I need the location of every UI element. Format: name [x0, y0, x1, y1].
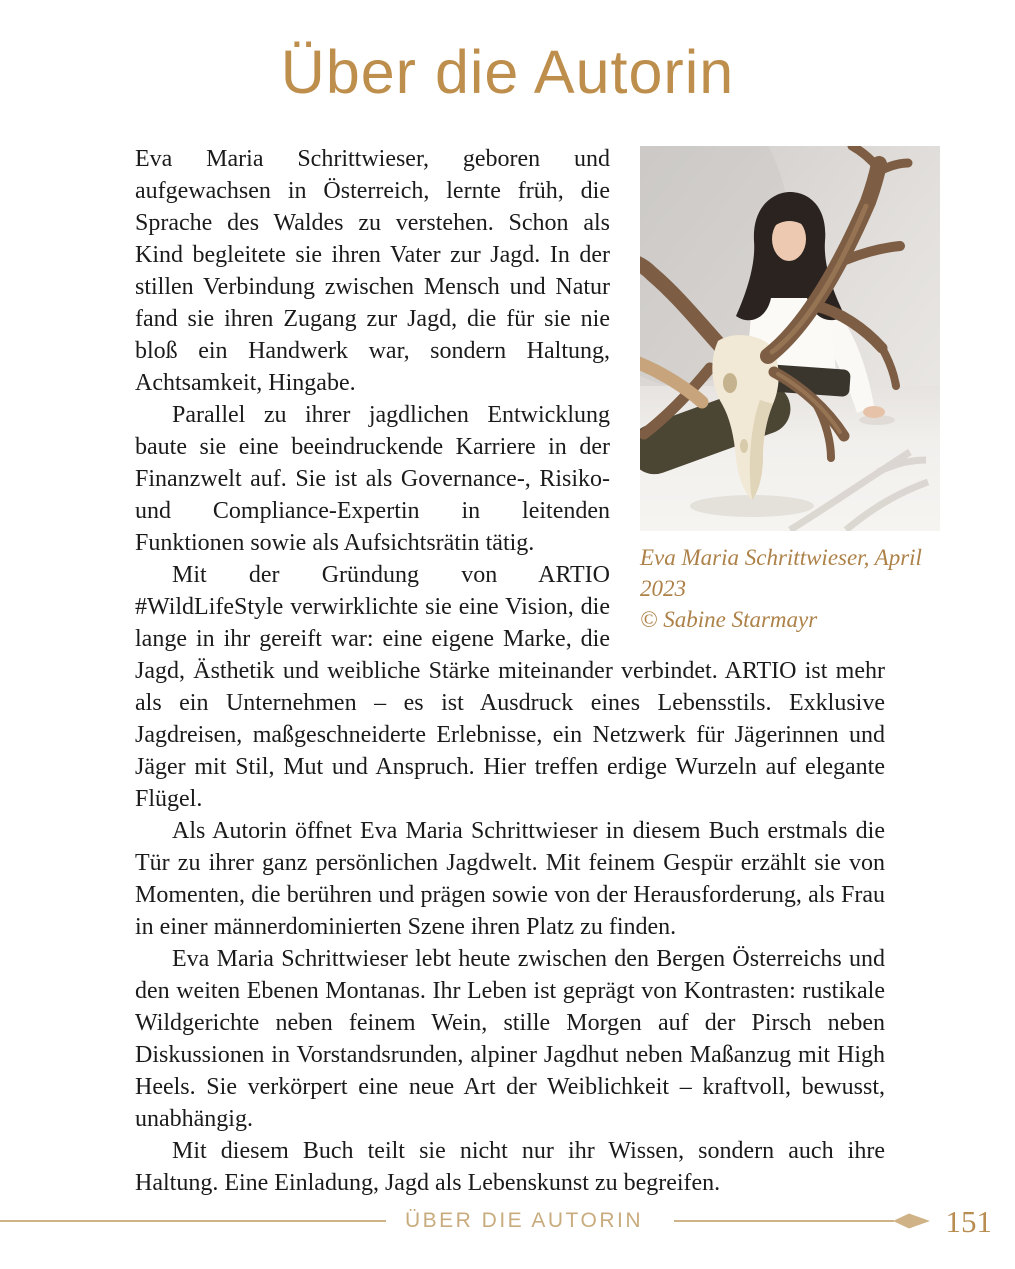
body-paragraph: Als Autorin öffnet Eva Maria Schrittwieser in diesem Buch erstmals die Tür zu ihrer ganz persönlichen Jagdwelt. Mit feinem Gespür erzählt sie von Momenten, die berühren und prägen sowie von der Herausforderung, als Frau in einer männerdominierten Szene ihren Platz zu finden.: [135, 818, 885, 941]
photo-caption-line1: Eva Maria Schrittwieser, April 2023: [640, 545, 922, 602]
diamond-arrow-icon: [893, 1212, 931, 1230]
author-photo-figure: [640, 146, 940, 635]
page-number: 151: [945, 1203, 992, 1239]
footer-rule-right: [674, 1220, 894, 1222]
body-paragraph: Mit diesem Buch teilt sie nicht nur ihr Wissen, sondern auch ihre Haltung. Eine Einladung, Jagd als Lebenskunst zu begreifen.: [135, 1138, 885, 1197]
footer-rule-left: [0, 1220, 386, 1222]
author-photo: [640, 146, 940, 531]
photo-caption-line2: © Sabine Starmayr: [640, 607, 818, 633]
body-content: [135, 143, 922, 1199]
body-paragraph: Parallel zu ihrer jagdlichen Entwicklung baute sie eine beeindruckende Karriere in der Finanzwelt auf. Sie ist als Governance-, Risiko- und Compliance-Expertin in leitenden Funktionen sowie als Aufsichtsrätin tätig.: [135, 402, 610, 557]
author-photo-illustration: [640, 146, 940, 531]
body-paragraph: Eva Maria Schrittwieser lebt heute zwischen den Bergen Österreichs und den weiten Ebenen Montanas. Ihr Leben ist geprägt von Kontrasten: rustikale Wildgerichte neben feinem Wein, stille Morgen auf der Pirsch neben Diskussionen in Vorstandsrunden, alpiner Jagdhut neben Maßanzug mit High Heels. Sie verkörpert eine neue Art der Weiblichkeit – kraftvoll, bewusst, unabhängig.: [135, 946, 885, 1133]
body-paragraph: Mit der Gründung von ARTIO #WildLifeStyle verwirklichte sie eine Vision, die lange in ihr gereift war: eine eigene Marke, die Jagd, Ästhetik und weibliche Stärke miteinander verbindet. ARTIO ist mehr als ein Unternehmen – es ist Ausdruck eines Lebensstils. Exklusive Jagdreisen, maßgeschneiderte Erlebnisse, ein Netzwerk für Jägerinnen und Jäger mit Stil, Mut und Anspruch. Hier treffen erdige Wurzeln auf elegante Flügel.: [135, 562, 885, 813]
page-footer: [0, 1203, 1015, 1239]
footer-rule-right-wrap: [674, 1212, 931, 1230]
body-paragraph: Eva Maria Schrittwieser, geboren und aufgewachsen in Österreich, lernte früh, die Sprache des Waldes zu verstehen. Schon als Kind begleitete sie ihren Vater zur Jagd. In der stillen Verbindung zwischen Mensch und Natur fand sie ihren Zugang zur Jagd, die für sie nie bloß ein Handwerk war, sondern Haltung, Achtsamkeit, Hingabe.: [135, 146, 610, 397]
page-title: Über die Autorin: [280, 38, 735, 106]
photo-caption: [640, 542, 940, 635]
footer-section-label: ÜBER DIE AUTORIN: [405, 1209, 643, 1232]
